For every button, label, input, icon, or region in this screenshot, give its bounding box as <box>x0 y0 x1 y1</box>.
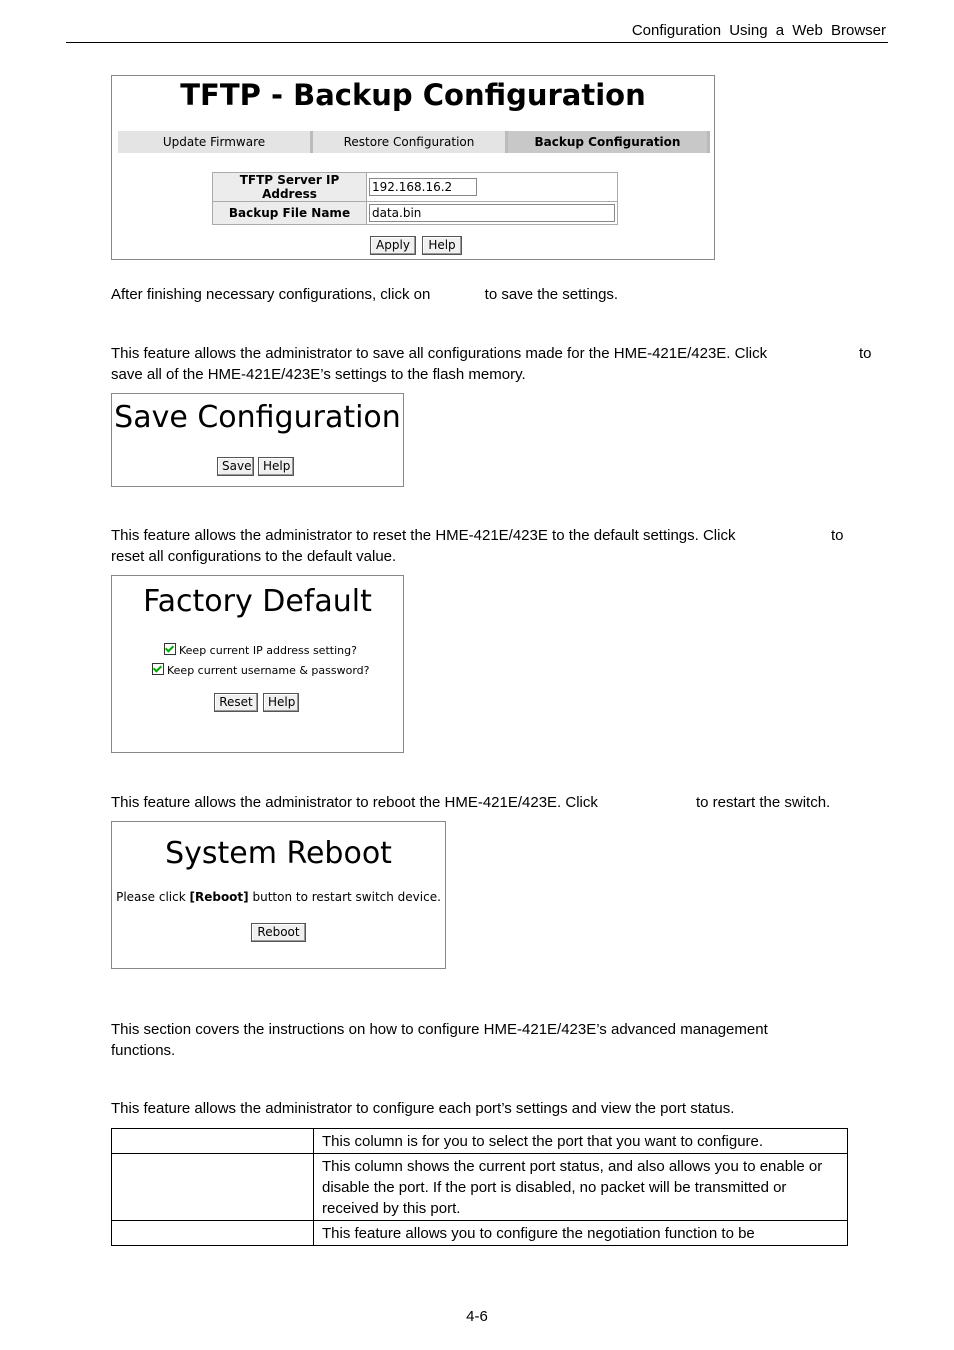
server-ip-input[interactable]: 192.168.16.2 <box>369 178 477 196</box>
tab-backup-configuration[interactable]: Backup Configuration <box>508 131 710 153</box>
factory-panel-title: Factory Default <box>143 584 372 619</box>
para-factory-line2: reset all configurations to the default value. <box>111 548 397 565</box>
table-cell-desc: This column is for you to select the port that you want to configure. <box>314 1129 848 1154</box>
keep-ip-checkbox[interactable] <box>164 643 176 655</box>
table-row <box>112 1129 848 1154</box>
system-reboot-panel <box>111 821 446 969</box>
file-name-label: Backup File Name <box>213 202 367 225</box>
tftp-form-table <box>212 172 618 225</box>
table-row <box>112 1154 848 1221</box>
server-ip-cell <box>367 173 618 202</box>
para-after-tftp-b: to save the settings. <box>484 286 619 303</box>
apply-button[interactable]: Apply <box>370 236 416 255</box>
factory-default-panel <box>111 575 404 753</box>
para-advanced <box>111 1019 871 1061</box>
reboot-message <box>112 890 445 904</box>
para-save-line1-b: to <box>859 345 872 362</box>
tab-restore-configuration[interactable]: Restore Configuration <box>313 131 508 153</box>
para-reboot <box>111 792 881 813</box>
server-ip-row <box>213 173 618 202</box>
tftp-panel-title: TFTP - Backup Configuration <box>180 78 646 112</box>
server-ip-label: TFTP Server IP Address <box>213 173 367 202</box>
reset-button[interactable]: Reset <box>214 693 258 712</box>
file-name-cell <box>367 202 618 225</box>
para-advanced-line2: functions. <box>111 1042 176 1059</box>
para-port: This feature allows the administrator to configure each port’s settings and view the port status. <box>111 1100 735 1117</box>
reboot-button[interactable]: Reboot <box>251 923 306 942</box>
reboot-panel-title: System Reboot <box>165 836 392 871</box>
para-after-tftp-a: After finishing necessary configurations, click on <box>111 286 431 303</box>
para-advanced-line1: This section covers the instructions on how to configure HME-421E/423E’s advanced management <box>111 1021 768 1038</box>
keep-ip-label: Keep current IP address setting? <box>179 644 357 657</box>
file-name-input[interactable]: data.bin <box>369 204 615 222</box>
tftp-backup-panel <box>111 75 715 260</box>
para-reboot-b: to restart the switch. <box>696 794 831 811</box>
table-cell-label <box>112 1221 314 1246</box>
para-save-line2: save all of the HME-421E/423E’s settings to the flash memory. <box>111 366 526 383</box>
table-cell-label <box>112 1154 314 1221</box>
save-config-panel <box>111 393 404 487</box>
tab-update-firmware[interactable]: Update Firmware <box>118 131 313 153</box>
table-row <box>112 1221 848 1246</box>
table-cell-label <box>112 1129 314 1154</box>
running-header: Configuration Using a Web Browser <box>631 22 886 39</box>
factory-help-button[interactable]: Help <box>263 693 299 712</box>
keep-user-option[interactable] <box>152 662 370 677</box>
para-after-tftp <box>111 284 851 305</box>
save-button[interactable]: Save <box>217 457 254 476</box>
para-save-line1-a: This feature allows the administrator to save all configurations made for the HME-421E/423E. Click <box>111 345 768 362</box>
keep-user-label: Keep current username & password? <box>167 664 370 677</box>
tftp-help-button[interactable]: Help <box>422 236 462 255</box>
save-panel-title: Save Configuration <box>114 400 401 435</box>
reboot-msg-c: button to restart switch device. <box>248 890 441 904</box>
file-name-row <box>213 202 618 225</box>
table-cell-desc: This feature allows you to configure the negotiation function to be <box>314 1221 848 1246</box>
reboot-msg-b: [Reboot] <box>189 890 249 904</box>
table-cell-desc: This column shows the current port status, and also allows you to enable or disable the port. If the port is disabled, no packet will be transmitted or received by this port. <box>314 1154 848 1221</box>
para-factory-line1-b: to <box>831 527 844 544</box>
header-rule <box>66 42 888 43</box>
save-help-button[interactable]: Help <box>258 457 294 476</box>
keep-ip-option[interactable] <box>164 642 357 657</box>
page-number: 4-6 <box>466 1308 488 1325</box>
para-factory-line1-a: This feature allows the administrator to reset the HME-421E/423E to the default settings. Click <box>111 527 736 544</box>
para-reboot-a: This feature allows the administrator to reboot the HME-421E/423E. Click <box>111 794 598 811</box>
para-factory <box>111 525 881 567</box>
keep-user-checkbox[interactable] <box>152 663 164 675</box>
port-description-table <box>111 1128 848 1246</box>
para-save <box>111 343 881 385</box>
reboot-msg-a: Please click <box>116 890 190 904</box>
